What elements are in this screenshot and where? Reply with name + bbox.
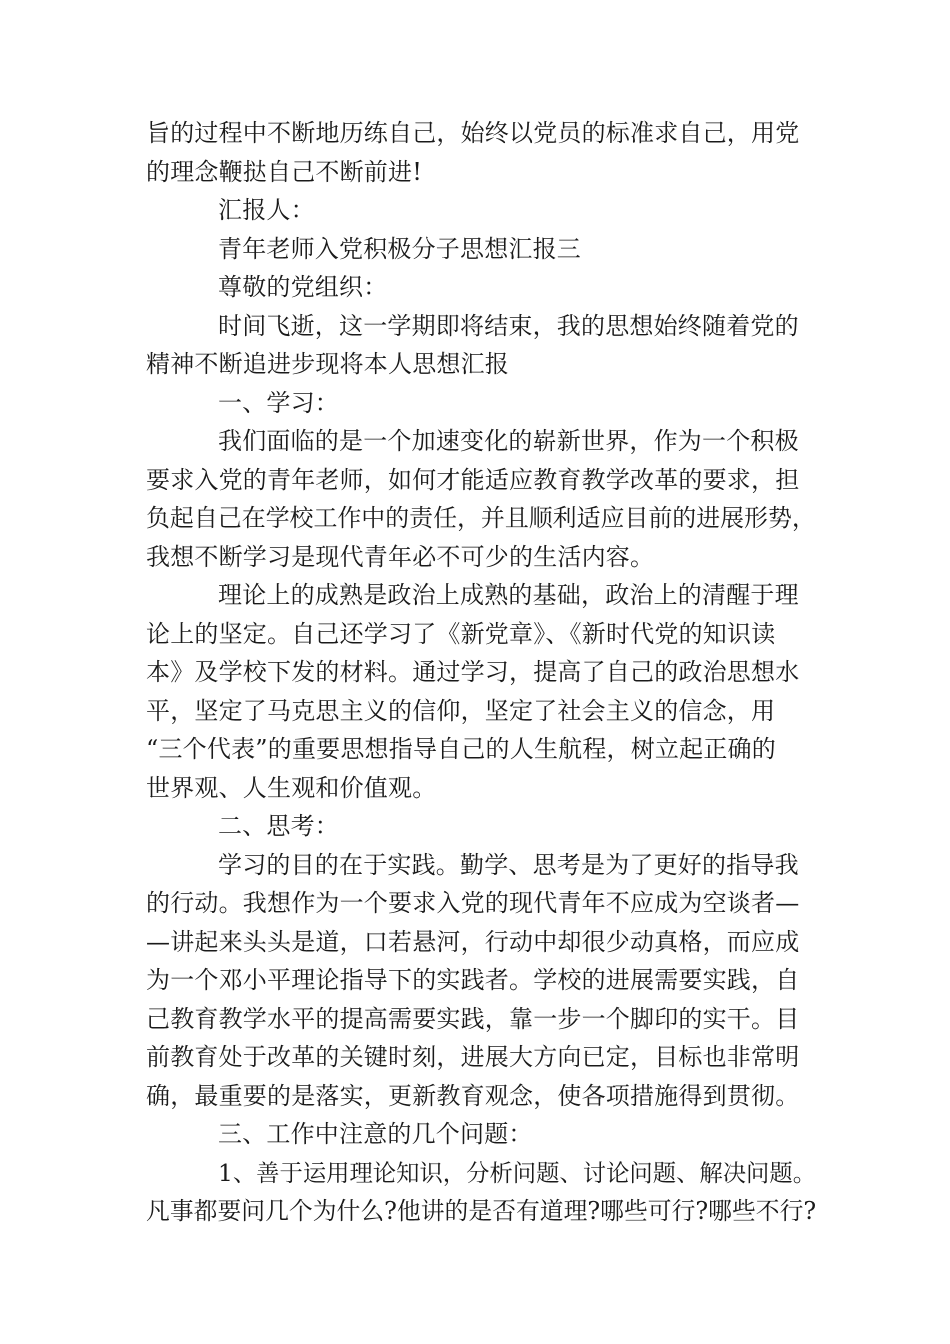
text-line: 的行动。我想作为一个要求入党的现代青年不应成为空谈者— bbox=[146, 889, 800, 917]
text-line: 前教育处于改革的关键时刻，进展大方向已定，目标也非常明 bbox=[146, 1043, 800, 1071]
text-line: 确，最重要的是落实，更新教育观念，使各项措施得到贯彻。 bbox=[146, 1081, 800, 1110]
text-line: 为一个邓小平理论指导下的实践者。学校的进展需要实践，自 bbox=[146, 966, 800, 994]
text-line: 一、学习： bbox=[218, 388, 339, 417]
text-line: 世界观、人生观和价值观。 bbox=[146, 773, 437, 802]
text-line: 我想不断学习是现代青年必不可少的生活内容。 bbox=[146, 542, 655, 571]
text-line: “三个代表”的重要思想指导自己的人生航程，树立起正确的 bbox=[146, 735, 776, 763]
text-line: —讲起来头头是道，口若悬河，行动中却很少动真格，而应成 bbox=[146, 927, 800, 956]
text-line: 理论上的成熟是政治上成熟的基础，政治上的清醒于理 bbox=[218, 581, 799, 609]
text-line: 我们面临的是一个加速变化的崭新世界，作为一个积极 bbox=[218, 427, 799, 455]
text-line: 的理念鞭挞自己不断前进! bbox=[146, 157, 423, 186]
text-line: 论上的坚定。自己还学习了《新党章》、《新时代党的知识读 bbox=[146, 619, 776, 648]
text-line: 要求入党的青年老师，如何才能适应教育教学改革的要求，担 bbox=[146, 465, 800, 494]
text-line: 凡事都要问几个为什么?他讲的是否有道理?哪些可行?哪些不行? bbox=[146, 1197, 817, 1225]
text-line: 1、善于运用理论知识，分析问题、讨论问题、解决问题。 bbox=[218, 1158, 817, 1187]
text-line: 青年老师入党积极分子思想汇报三 bbox=[218, 234, 581, 263]
text-line: 平，坚定了马克思主义的信仰，坚定了社会主义的信念，用 bbox=[146, 696, 776, 725]
text-line: 汇报人： bbox=[218, 196, 315, 224]
text-line: 本》及学校下发的材料。通过学习，提高了自己的政治思想水 bbox=[146, 658, 800, 686]
text-line: 己教育教学水平的提高需要实践，靠一步一个脚印的实干。目 bbox=[146, 1004, 800, 1033]
text-line: 二、思考： bbox=[218, 812, 339, 840]
text-line: 尊敬的党组织： bbox=[218, 273, 388, 301]
text-line: 学习的目的在于实践。勤学、思考是为了更好的指导我 bbox=[218, 850, 799, 879]
text-line: 时间飞逝，这一学期即将结束，我的思想始终随着党的 bbox=[218, 311, 799, 340]
text-line: 三、工作中注意的几个问题： bbox=[218, 1120, 533, 1148]
document-body bbox=[146, 114, 816, 1231]
text-line: 负起自己在学校工作中的责任，并且顺利适应目前的进展形势， bbox=[146, 504, 816, 532]
text-line: 旨的过程中不断地历练自己，始终以党员的标准求自己，用党 bbox=[146, 119, 800, 147]
text-line: 精神不断追进步现将本人思想汇报 bbox=[146, 350, 509, 378]
